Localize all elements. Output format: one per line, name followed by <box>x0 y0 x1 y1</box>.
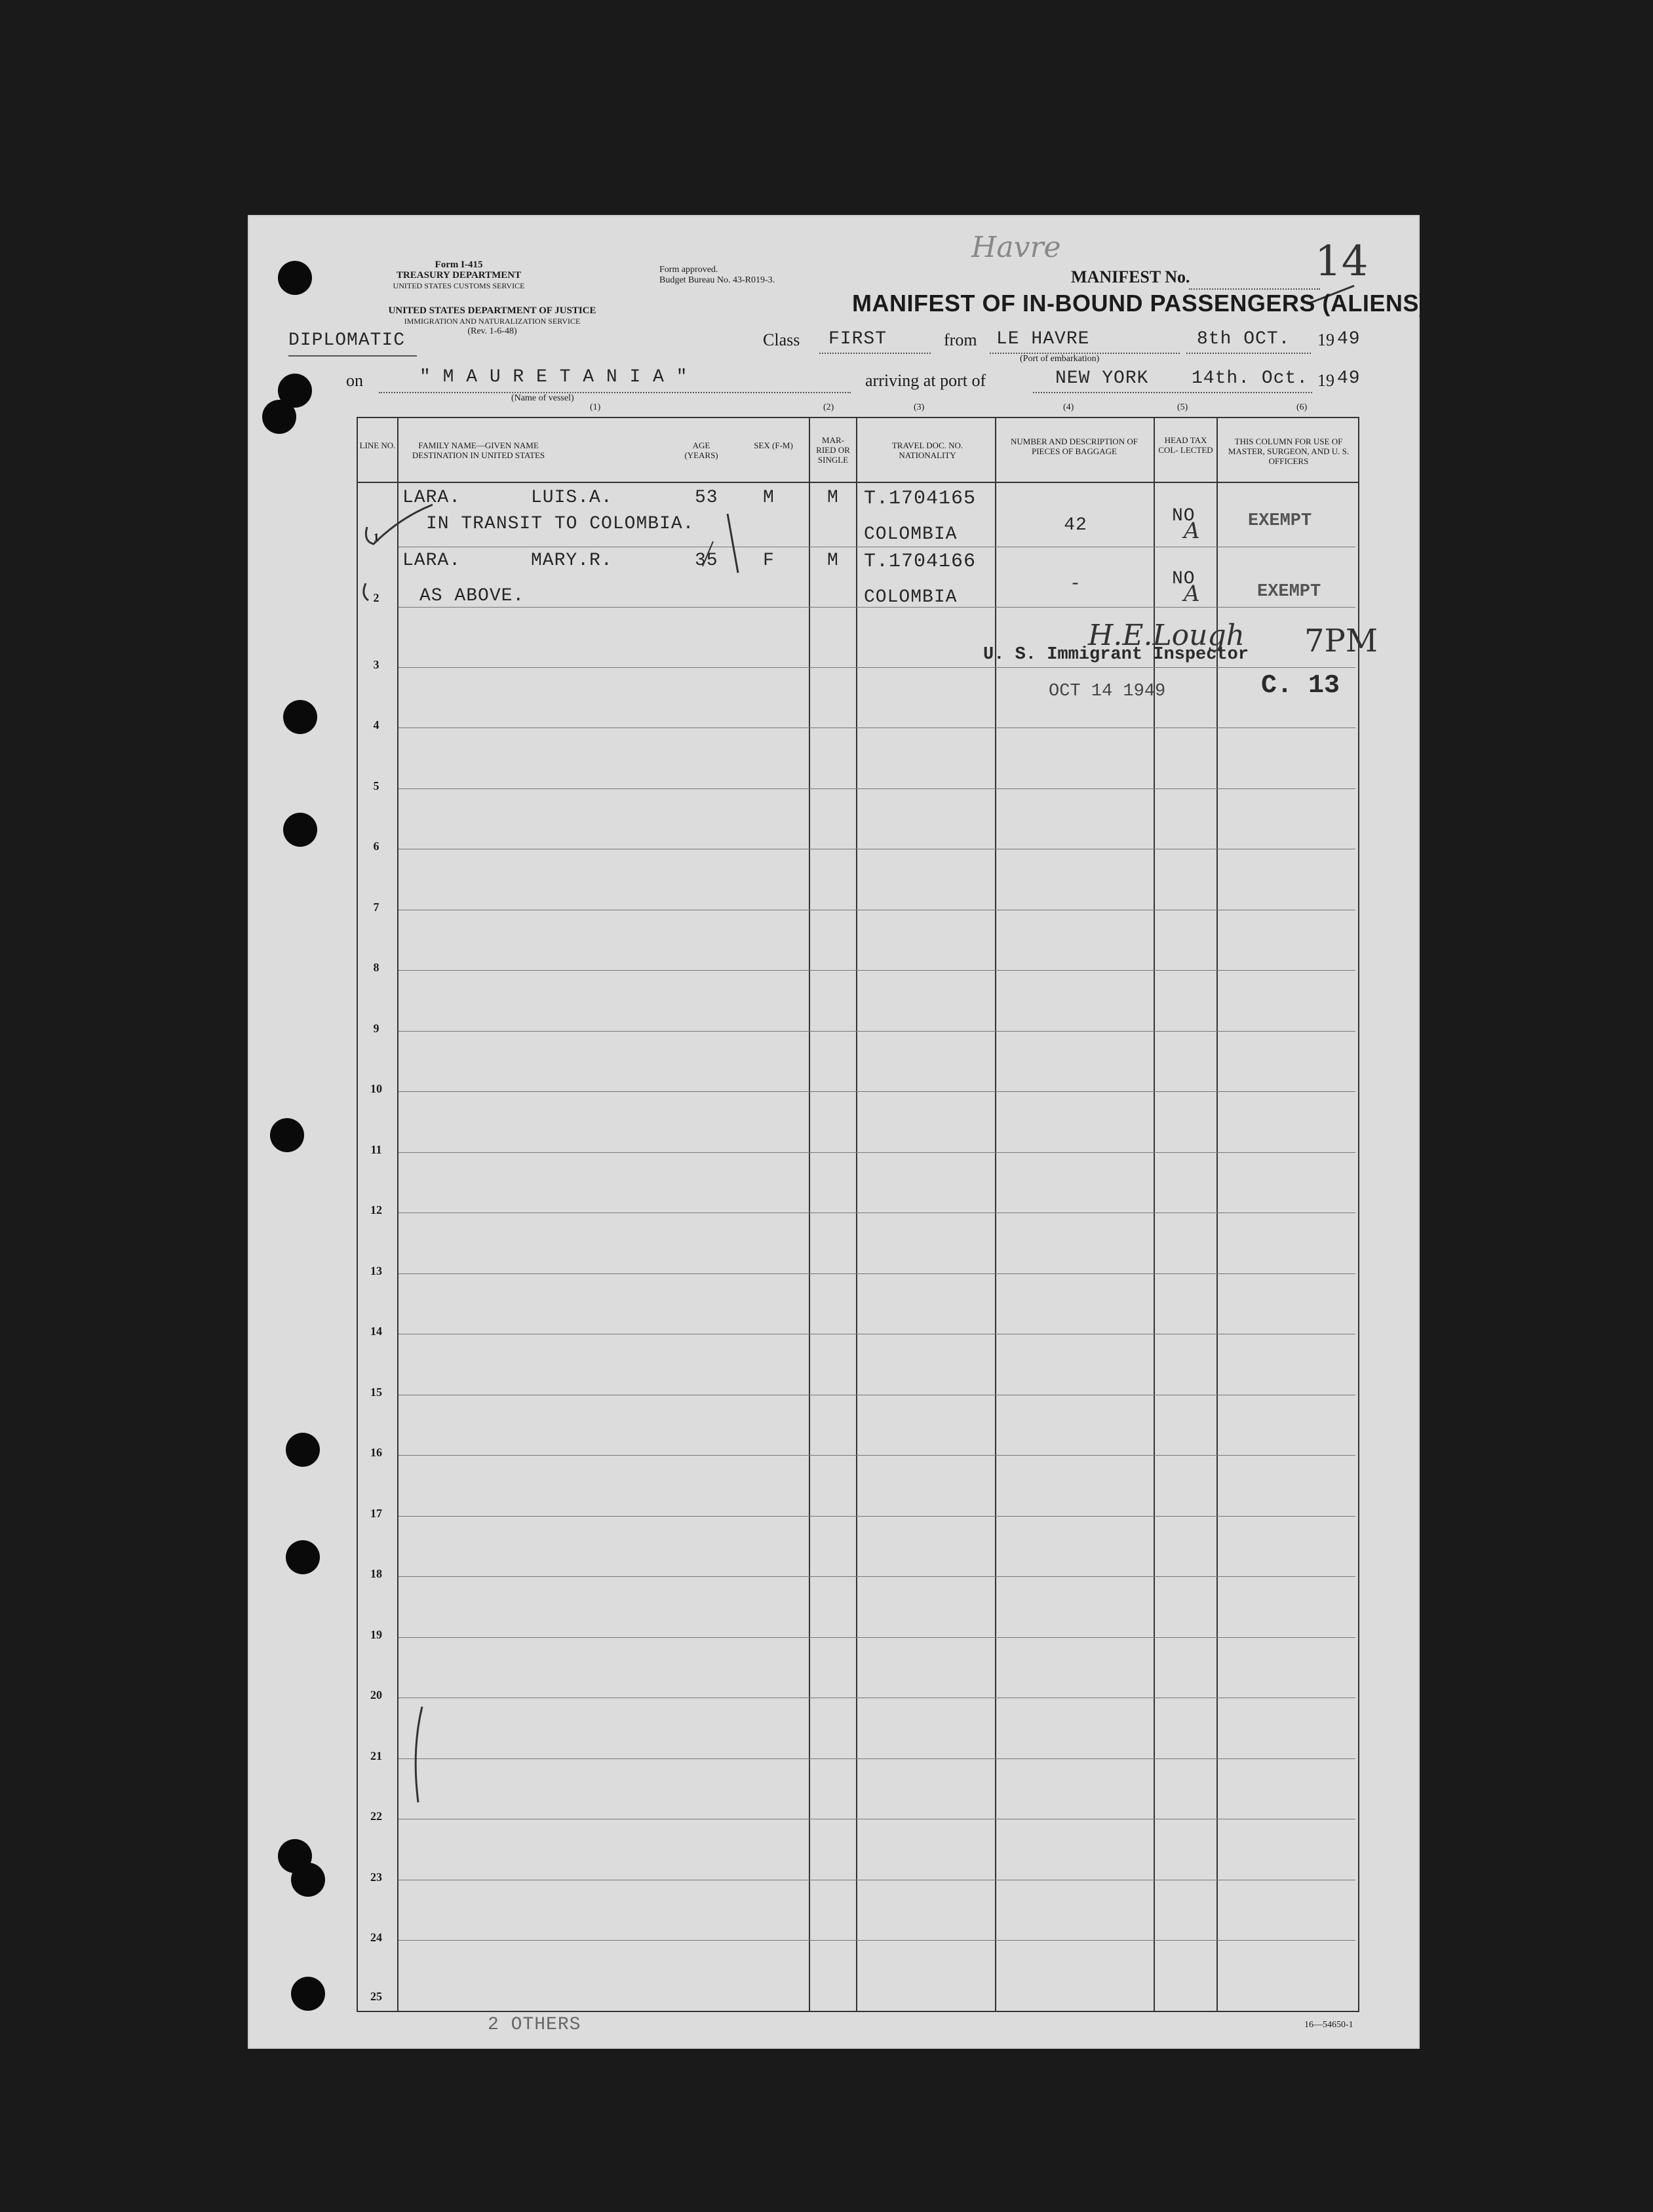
row-divider <box>399 1637 1355 1638</box>
date-line <box>1186 353 1311 354</box>
row-divider <box>399 1758 1355 1759</box>
on-label: on <box>346 371 363 390</box>
passenger-2-nationality: COLOMBIA <box>864 587 958 608</box>
handwritten-time-note: 7PM <box>1304 623 1378 659</box>
line-number: 14 <box>370 1325 382 1338</box>
diplomatic-category: DIPLOMATIC <box>288 330 406 351</box>
line-number: 17 <box>370 1507 382 1520</box>
line-number: 1 <box>373 531 379 544</box>
vessel-line <box>379 392 851 393</box>
other-passengers-note: 2 OTHERS <box>488 2015 581 2035</box>
line-number: 9 <box>373 1022 379 1035</box>
vessel-name: " M A U R E T A N I A " <box>419 367 688 387</box>
passenger-2-exempt-stamp: EXEMPT <box>1257 582 1321 602</box>
row-divider <box>399 1455 1355 1456</box>
passenger-1-baggage: 42 <box>1064 515 1087 535</box>
passenger-1-nationality: COLOMBIA <box>864 524 958 545</box>
manifest-no-label: MANIFEST No. <box>1071 267 1190 286</box>
passenger-2-travel-doc: T.1704166 <box>864 551 977 573</box>
line-number: 13 <box>370 1264 382 1277</box>
passenger-1-travel-doc: T.1704165 <box>864 488 977 510</box>
form-number: Form I-415 <box>435 260 483 270</box>
passenger-2-destination: AS ABOVE. <box>419 586 525 606</box>
revision: (Rev. 1-6-48) <box>467 326 517 336</box>
column-number-6: (6) <box>1296 402 1308 412</box>
row-divider <box>399 1940 1355 1941</box>
binder-hole <box>283 813 317 847</box>
line-number: 19 <box>370 1628 382 1641</box>
row-divider <box>399 1031 1355 1032</box>
column-number-5: (5) <box>1177 402 1188 412</box>
passenger-2-head-tax-mark: A <box>1184 581 1200 607</box>
col-header-officers: THIS COLUMN FOR USE OF MASTER, SURGEON, AND U. S. OFFICERS <box>1228 437 1350 466</box>
col-header-name: FAMILY NAME—GIVEN NAME DESTINATION IN UNITED STATES <box>412 440 545 460</box>
line-number: 15 <box>370 1386 382 1399</box>
customs-service: UNITED STATES CUSTOMS SERVICE <box>393 281 525 290</box>
embarkation-caption: (Port of embarkation) <box>1020 354 1100 364</box>
vessel-caption: (Name of vessel) <box>511 393 574 403</box>
row-divider <box>399 970 1355 971</box>
class-label: Class <box>763 330 800 349</box>
passenger-1-exempt-stamp: EXEMPT <box>1248 511 1312 531</box>
column-number-1: (1) <box>590 402 601 412</box>
column-number-2: (2) <box>823 402 834 412</box>
passenger-2-head-tax: NO <box>1172 569 1196 589</box>
line-number: 12 <box>370 1203 382 1216</box>
arrival-port: NEW YORK <box>1055 368 1149 389</box>
passenger-1-destination: IN TRANSIT TO COLOMBIA. <box>426 514 695 534</box>
line-number: 16 <box>370 1446 382 1459</box>
departure-year-prefix: 19 <box>1317 330 1334 349</box>
passenger-2-baggage: - <box>1070 574 1081 594</box>
arrival-year: 49 <box>1337 368 1361 389</box>
col-header-sex: SEX (F-M) <box>754 440 793 450</box>
class-value: FIRST <box>828 329 887 349</box>
row-divider <box>399 788 1355 789</box>
line-number: 11 <box>370 1143 382 1156</box>
line-number: 20 <box>370 1688 382 1701</box>
col-divider-line <box>397 417 399 2012</box>
passenger-1-marital: M <box>827 488 839 508</box>
pen-check-marks <box>354 478 1140 623</box>
department-name: TREASURY DEPARTMENT <box>396 270 522 281</box>
line-number: 4 <box>373 718 379 731</box>
col-divider-married <box>809 417 810 2012</box>
line-number: 10 <box>370 1082 382 1095</box>
row-divider <box>399 1273 1355 1274</box>
line-number: 2 <box>373 591 379 604</box>
row-divider <box>399 1516 1355 1517</box>
passenger-2-family-name: LARA. <box>402 551 461 571</box>
passenger-1-sex: M <box>763 488 775 508</box>
passenger-2-given-name: MARY.R. <box>531 551 613 571</box>
line-number: 24 <box>370 1931 382 1944</box>
line-number: 6 <box>373 840 379 853</box>
col-header-married: MAR- RIED OR SINGLE <box>816 435 850 465</box>
col-header-head-tax: HEAD TAX COL- LECTED <box>1158 435 1213 455</box>
binder-hole <box>286 1433 320 1467</box>
from-port: LE HAVRE <box>996 329 1090 349</box>
line-number: 8 <box>373 961 379 974</box>
binder-hole <box>270 1118 304 1152</box>
col-header-baggage: NUMBER AND DESCRIPTION OF PIECES OF BAGGAGE <box>1011 437 1138 456</box>
passenger-1-family-name: LARA. <box>402 488 461 508</box>
passenger-1-age: 53 <box>695 488 718 508</box>
passenger-2-marital: M <box>827 551 839 571</box>
passenger-2-sex: F <box>763 551 775 571</box>
inspection-date-stamp: OCT 14 1949 <box>1049 682 1166 701</box>
handwritten-port: Havre <box>971 231 1061 264</box>
line-number: 18 <box>370 1567 382 1580</box>
inspection-code-stamp: C. 13 <box>1261 671 1340 701</box>
manifest-no-value: 14 <box>1315 237 1369 286</box>
line-number: 25 <box>370 1990 382 2003</box>
passenger-2-age: 35 <box>695 551 718 571</box>
line-number: 23 <box>370 1871 382 1884</box>
row-divider <box>399 1152 1355 1153</box>
binder-hole <box>262 400 296 434</box>
row-divider <box>399 1576 1355 1577</box>
line-number: 3 <box>373 658 379 671</box>
column-number-3: (3) <box>914 402 925 412</box>
binder-hole <box>291 1977 325 2011</box>
row-divider <box>399 1091 1355 1092</box>
departure-date: 8th OCT. <box>1197 329 1291 349</box>
arrival-year-prefix: 19 <box>1317 371 1334 390</box>
class-line <box>819 353 931 354</box>
category-underline <box>288 355 417 357</box>
col-header-travel-doc: TRAVEL DOC. NO. NATIONALITY <box>891 440 963 460</box>
line-number: 5 <box>373 779 379 792</box>
passenger-1-head-tax: NO <box>1172 506 1196 526</box>
line-number: 7 <box>373 901 379 914</box>
budget-bureau: Budget Bureau No. 43-R019-3. <box>659 275 775 285</box>
column-number-4: (4) <box>1063 402 1074 412</box>
col-header-age: AGE (YEARS) <box>684 440 718 460</box>
arriving-label: arriving at port of <box>865 371 986 390</box>
form-header-left <box>367 260 551 291</box>
line-number: 22 <box>370 1810 382 1823</box>
print-code: 16—54650-1 <box>1304 2020 1353 2030</box>
row-divider <box>399 667 1355 668</box>
justice-department: UNITED STATES DEPARTMENT OF JUSTICE <box>388 305 596 316</box>
binder-hole <box>283 700 317 734</box>
col-divider-doc <box>856 417 857 2012</box>
col-header-line-no: LINE NO. <box>359 440 396 450</box>
page-title: MANIFEST OF IN-BOUND PASSENGERS (ALIENS) <box>852 290 1428 317</box>
approval-block <box>659 265 775 286</box>
passenger-1-head-tax-mark: A <box>1184 518 1200 544</box>
form-approved: Form approved. <box>659 265 718 275</box>
arrival-line <box>1033 392 1312 393</box>
inspector-signature: H.E.Lough <box>1088 619 1245 652</box>
binder-hole <box>278 261 312 295</box>
from-label: from <box>944 330 977 349</box>
line-number: 21 <box>370 1749 382 1762</box>
pen-mark-line-21 <box>406 1704 433 1809</box>
arrival-date: 14th. Oct. <box>1192 368 1309 389</box>
departure-year: 49 <box>1337 329 1361 349</box>
inspector-stamp: U. S. Immigrant Inspector <box>983 645 1249 665</box>
binder-hole <box>286 1540 320 1574</box>
binder-hole <box>291 1863 325 1897</box>
ins-service: IMMIGRATION AND NATURALIZATION SERVICE <box>404 317 581 326</box>
passenger-1-given-name: LUIS.A. <box>531 488 613 508</box>
